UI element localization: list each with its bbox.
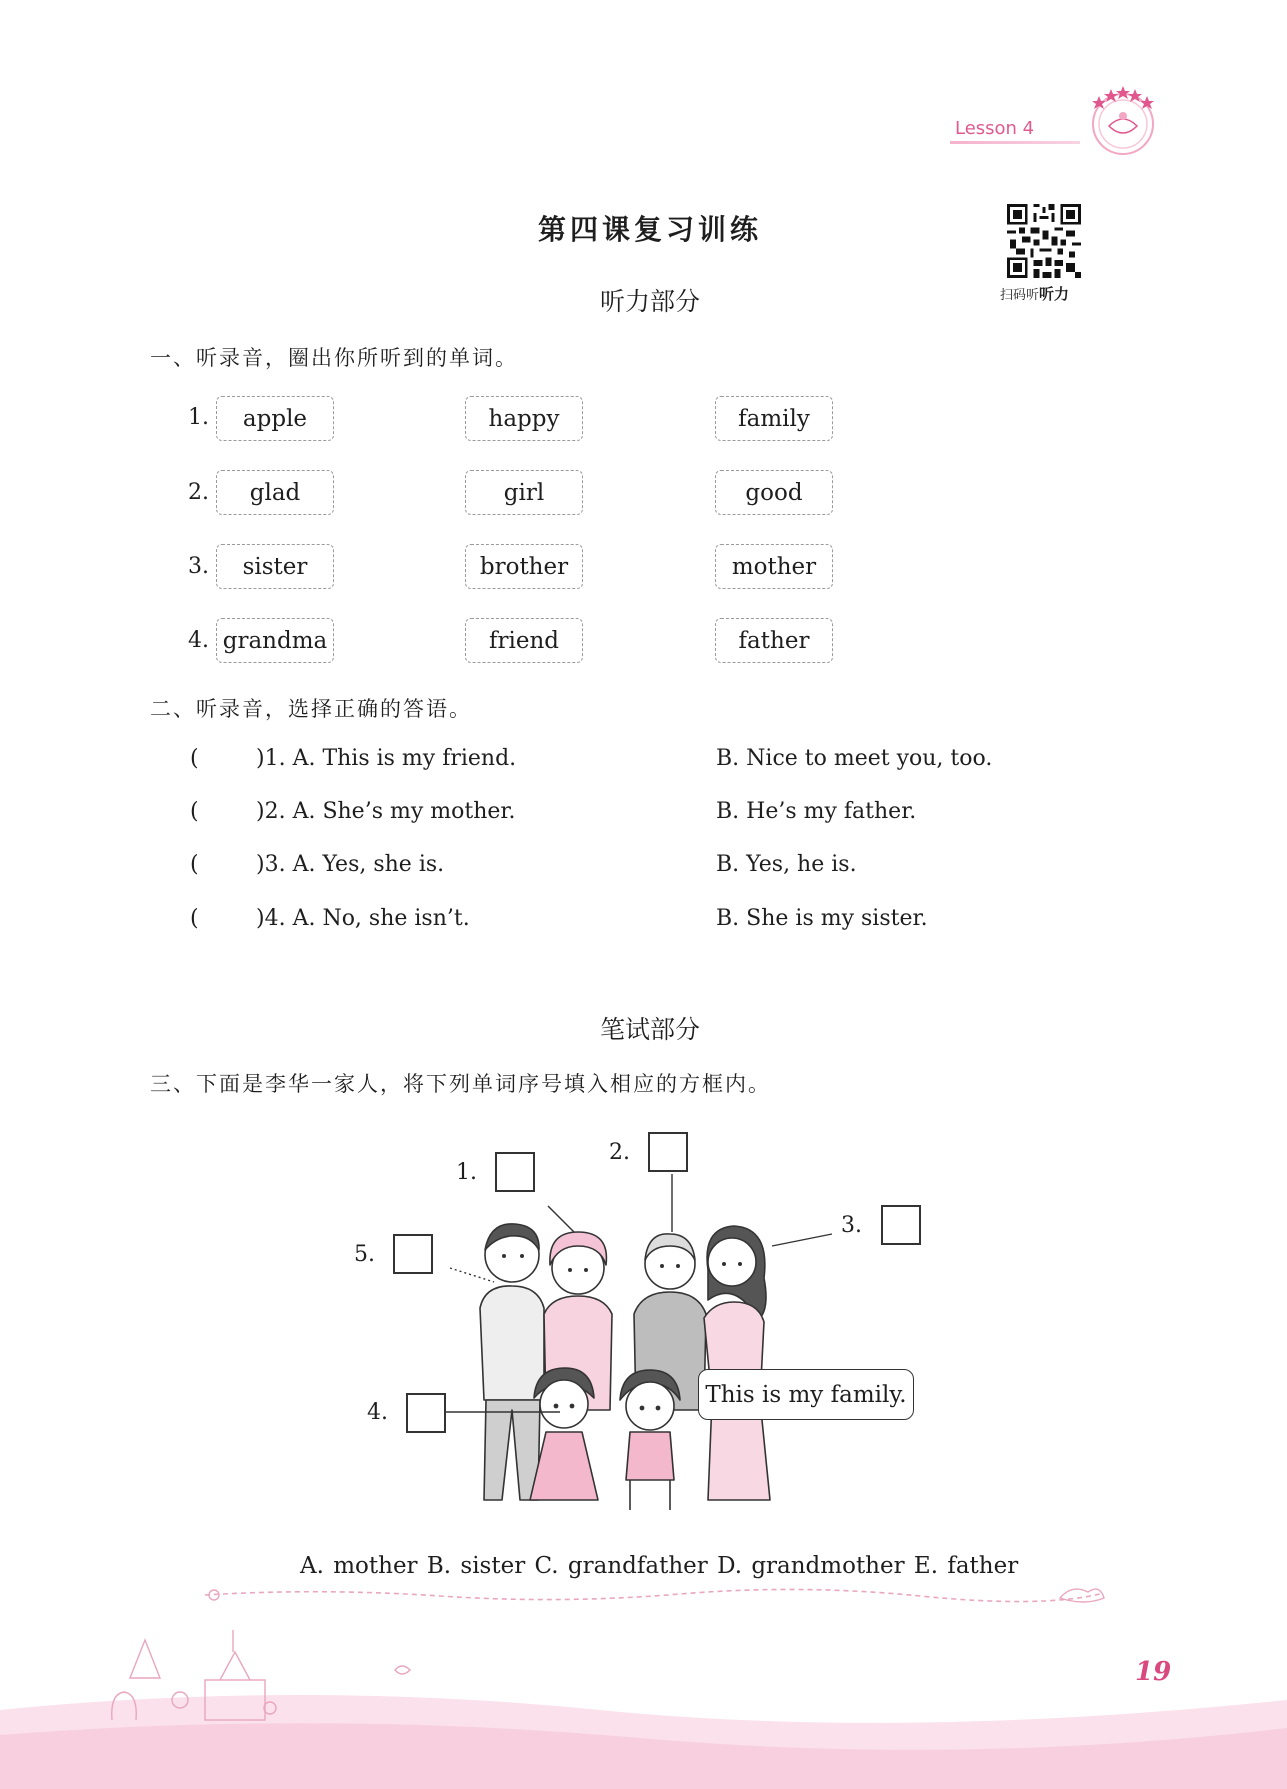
label-4: 4.: [367, 1400, 388, 1425]
word-box[interactable]: girl: [465, 470, 583, 515]
option-b: B. He’s my father.: [716, 799, 917, 824]
section2-instruction: 二、听录音，选择正确的答语。: [150, 697, 472, 721]
word-box[interactable]: sister: [216, 544, 334, 589]
row-number: 3.: [188, 554, 209, 579]
footer-decoration: [0, 1560, 1287, 1789]
answer-paren[interactable]: (: [190, 746, 199, 771]
option-a: )3. A. Yes, she is.: [256, 852, 445, 877]
lesson-underline: [950, 141, 1080, 144]
word-choices: A. mother B. sister C. grandfather D. grandmother E. father: [300, 1553, 1019, 1579]
label-2: 2.: [609, 1140, 630, 1165]
option-a: )4. A. No, she isn’t.: [256, 906, 470, 931]
row-number: 2.: [188, 480, 209, 505]
option-a: )1. A. This is my friend.: [256, 746, 517, 771]
family-illustration: [440, 1210, 820, 1520]
lesson-tag: Lesson 4: [955, 118, 1035, 139]
option-a: )2. A. She’s my mother.: [256, 799, 516, 824]
label-1: 1.: [456, 1160, 477, 1185]
answer-box-2[interactable]: [648, 1132, 688, 1172]
answer-paren[interactable]: (: [190, 906, 199, 931]
label-5: 5.: [354, 1242, 375, 1267]
answer-paren[interactable]: (: [190, 799, 199, 824]
writing-heading: 笔试部分: [599, 1015, 700, 1044]
row-number: 4.: [188, 628, 209, 653]
answer-box-4[interactable]: [406, 1393, 446, 1433]
word-box[interactable]: friend: [465, 618, 583, 663]
section1-instruction: 一、听录音，圈出你所听到的单词。: [150, 346, 518, 370]
speech-bubble: This is my family.: [698, 1369, 914, 1420]
answer-paren[interactable]: (: [190, 852, 199, 877]
word-box[interactable]: glad: [216, 470, 334, 515]
option-b: B. Yes, he is.: [716, 852, 857, 877]
section3-instruction: 三、下面是李华一家人，将下列单词序号填入相应的方框内。: [150, 1072, 771, 1096]
page-title: 第四课复习训练: [537, 213, 762, 246]
option-b: B. She is my sister.: [716, 906, 928, 931]
answer-box-1[interactable]: [495, 1152, 535, 1192]
answer-box-5[interactable]: [393, 1234, 433, 1274]
label-3: 3.: [841, 1213, 862, 1238]
word-box[interactable]: family: [715, 396, 833, 441]
qr-code-icon: [1006, 204, 1082, 278]
listening-heading: 听力部分: [599, 287, 700, 316]
publisher-logo-icon: [1085, 82, 1161, 158]
word-box[interactable]: mother: [715, 544, 833, 589]
word-box[interactable]: father: [715, 618, 833, 663]
word-box[interactable]: good: [715, 470, 833, 515]
word-box[interactable]: brother: [465, 544, 583, 589]
page-number: 19: [1135, 1657, 1172, 1687]
word-box[interactable]: apple: [216, 396, 334, 441]
row-number: 1.: [188, 405, 209, 430]
qr-label: 扫码听听力: [1000, 285, 1070, 303]
option-b: B. Nice to meet you, too.: [716, 746, 993, 771]
word-box[interactable]: happy: [465, 396, 583, 441]
answer-box-3[interactable]: [881, 1205, 921, 1245]
word-box[interactable]: grandma: [216, 618, 334, 663]
